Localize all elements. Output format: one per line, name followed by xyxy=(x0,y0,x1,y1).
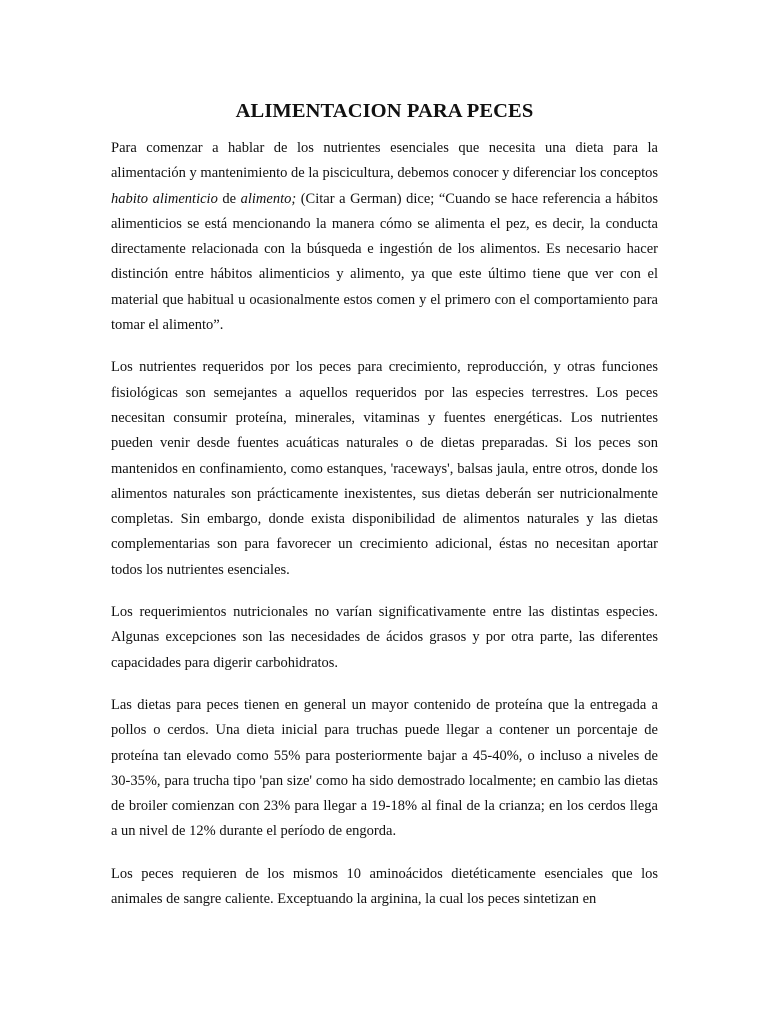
paragraph-1-text-a: Para comenzar a hablar de los nutrientes esenciales que necesita una dieta para la alimentación y mantenimiento de la piscicultura, debemos conocer y diferenciar los conceptos xyxy=(111,140,658,182)
paragraph-5: Los peces requieren de los mismos 10 aminoácidos dietéticamente esenciales que los animales de sangre caliente. Exceptuando la arginina, la cual los peces sintetizan en xyxy=(111,865,658,908)
document-page xyxy=(111,0,658,912)
term-alimento: alimento; xyxy=(240,190,297,207)
paragraph-1 xyxy=(111,136,658,338)
paragraph-3: Los requerimientos nutricionales no varían significativamente entre las distintas especies. Algunas excepciones son las necesidades de ácidos grasos y por otra parte, las diferentes capacidades para digerir carbohidratos. xyxy=(111,604,658,671)
paragraph-1-text-c: (Citar a German) dice; “Cuando se hace referencia a hábitos alimenticios se está mencionando la manera cómo se alimenta el pez, es decir, la conducta directamente relacionada con la búsqueda e ingestión de los alimentos. Es necesario hacer distinción entre hábitos alimenticios y alimento, ya que este último tiene que ver con el material que habitual u ocasionalmente estos comen y el primero con el comportamiento para tomar el alimento”. xyxy=(111,190,658,334)
term-habito-alimenticio: habito alimenticio xyxy=(111,190,218,207)
document-title: ALIMENTACION PARA PECES xyxy=(235,100,534,122)
paragraph-4: Las dietas para peces tienen en general un mayor contenido de proteína que la entregada a pollos o cerdos. Una dieta inicial para truchas puede llegar a contener un porcentaje de proteína tan elevado como 55% para posteriormente bajar a 45-40%, o incluso a niveles de 30-35%, para trucha tipo 'pan size' como ha sido demostrado localmente; en cambio las dietas de broiler comienzan con 23% para llegar a 19-18% al final de la crianza; en los cerdos llega a un nivel de 12% durante el período de engorda. xyxy=(111,696,658,840)
paragraph-2: Los nutrientes requeridos por los peces para crecimiento, reproducción, y otras funciones fisiológicas son semejantes a aquellos requeridos por las especies terrestres. Los peces necesitan consumir proteína, minerales, vitaminas y fuentes energéticas. Los nutrientes pueden venir desde fuentes acuáticas naturales o de dietas preparadas. Si los peces son mantenidos en confinamiento, como estanques, 'raceways', balsas jaula, entre otros, donde los alimentos naturales son prácticamente inexistentes, sus dietas deberán ser nutricionalmente completas. Sin embargo, donde exista disponibilidad de alimentos naturales y las dietas complementarias son para favorecer un crecimiento adicional, éstas no necesitan aportar todos los nutrientes esenciales. xyxy=(111,359,658,578)
paragraph-1-text-b: de xyxy=(217,190,241,207)
